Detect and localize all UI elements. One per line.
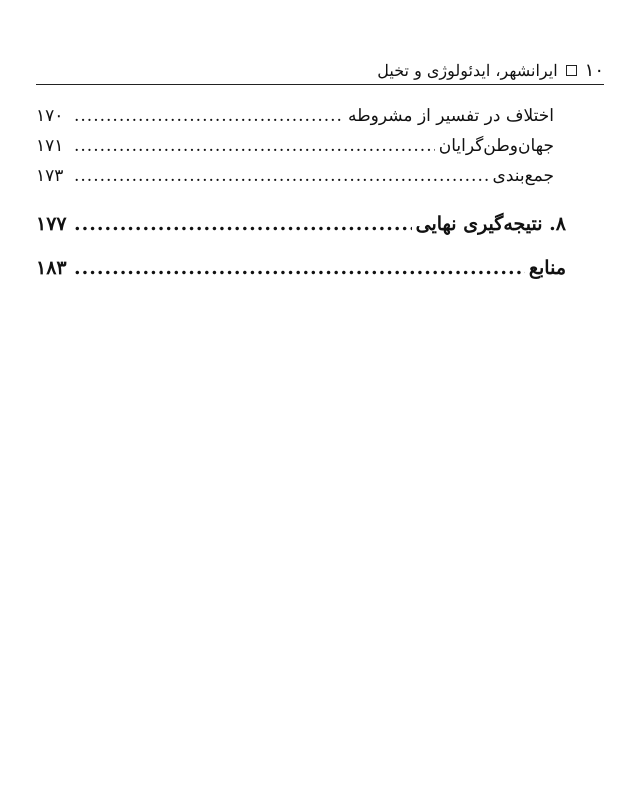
running-header bbox=[36, 58, 604, 82]
toc-entry-page: ۱۷۰ bbox=[36, 106, 64, 126]
toc-entry bbox=[36, 166, 566, 196]
toc-entry bbox=[36, 202, 566, 246]
book-title: ایرانشهر، ایدئولوژی و تخیل bbox=[377, 60, 558, 80]
toc-entry-page: ۱۷۷ bbox=[36, 213, 67, 235]
toc-entry-title: جهان‌وطن‌گرایان bbox=[438, 136, 554, 156]
dot-leader bbox=[74, 257, 525, 279]
toc-entry-page: ۱۷۱ bbox=[36, 136, 64, 156]
toc-entry-page: ۱۷۳ bbox=[36, 166, 64, 186]
toc-entry bbox=[36, 136, 566, 166]
page-number: ۱۰ bbox=[584, 59, 604, 81]
toc-entry-title: منابع bbox=[528, 257, 566, 279]
toc-entry bbox=[36, 106, 566, 136]
dot-leader bbox=[74, 213, 412, 235]
toc-entry-title: اختلاف در تفسیر از مشروطه bbox=[348, 106, 554, 126]
dot-leader bbox=[74, 136, 435, 156]
header-rule bbox=[36, 84, 604, 85]
dot-leader bbox=[74, 106, 344, 126]
toc-entry bbox=[36, 246, 566, 290]
toc-entry-title: جمع‌بندی bbox=[492, 166, 554, 186]
dot-leader bbox=[74, 166, 489, 186]
toc-entry-title: ۸. نتیجه‌گیری نهایی bbox=[415, 213, 566, 235]
table-of-contents bbox=[36, 106, 566, 290]
toc-entry-page: ۱۸۳ bbox=[36, 257, 67, 279]
square-icon bbox=[566, 65, 577, 76]
